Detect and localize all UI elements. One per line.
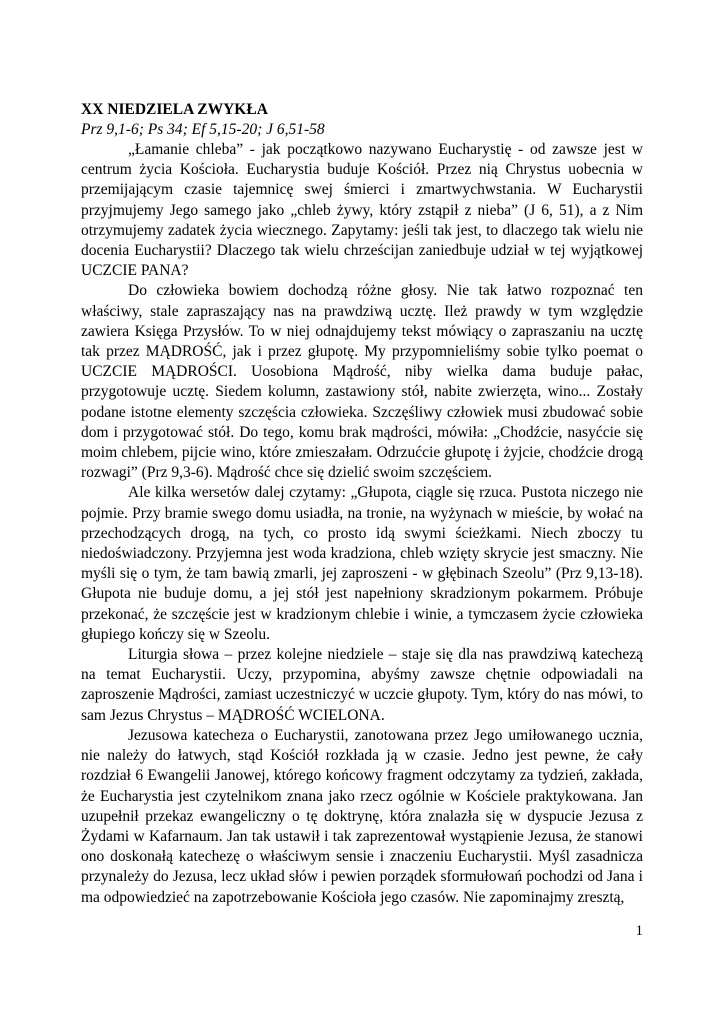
paragraph-2: Do człowieka bowiem dochodzą różne głosy. Nie tak łatwo rozpoznać ten właściwy, stale zapraszający nas na prawdziwą ucztę. Ileż prawdy w tym względzie zawiera Księga Przysłów. To w niej odnajdujemy tekst mówiący o zapraszaniu na ucztę tak przez MĄDROŚĆ, jak i przez głupotę. My przypomnieliśmy sobie tylko poemat o UCZCIE MĄDROŚCI. Uosobiona Mądrość, niby wielka dama buduje pałac, przygotowuje ucztę. Siedem kolumn, zastawiony stół, nabite zwierzęta, wino... Zostały podane istotne elementy szczęścia człowieka. Szczęśliwy człowiek musi zbudować sobie dom i przygotować stół. Do tego, komu brak mądrości, mówiła: „Chodźcie, nasyćcie się moim chlebem, pijcie wino, które zmieszałam. Odrzućcie głupotę i żyjcie, chodźcie drogą rozwagi” (Prz 9,3-6). Mądrość chce się dzielić swoim szczęściem. — [81, 282, 643, 482]
document-title: XX NIEDZIELA ZWYKŁA — [81, 101, 268, 118]
paragraph-3: Ale kilka wersetów dalej czytamy: „Głupota, ciągle się rzuca. Pustota niczego nie pojmie. Przy bramie swego domu usiadła, na tronie, na wyżynach w mieście, by wołać na przechodzących drogą, na tych, co prosto idą swymi ścieżkami. Niech zboczy tu niedoświadczony. Przyjemna jest woda kradziona, chleb wzięty skrycie jest smaczny. Nie myśli się o tym, że tam bawią zmarli, jej zaproszeni - w głębinach Szeolu” (Prz 9,13-18). Głupota nie buduje domu, a jej stół jest napełniony skradzionym pokarmem. Próbuje przekonać, że szczęście jest w kradzionym chlebie i winie, a tymczasem życie człowieka głupiego kończy się w Szeolu. — [81, 484, 643, 643]
document-page — [81, 100, 643, 908]
paragraph-1: „Łamanie chleba” - jak początkowo nazywano Eucharystię - od zawsze jest w centrum życia Kościoła. Eucharystia buduje Kościół. Przez nią Chrystus uobecnia w przemijającym czasie tajemnicę swej śmierci i zmartwychwstania. W Eucharystii przyjmujemy Jego samego jako „chleb żywy, który zstąpił z nieba” (J 6, 51), a z Nim otrzymujemy zadatek życia wiecznego. Zapytamy: jeśli tak jest, to dlaczego tak wielu nie docenia Eucharystii? Dlaczego tak wielu chrześcijan zaniedbuje udział w tej wyjątkowej UCZCIE PANA? — [81, 141, 643, 280]
scripture-readings: Prz 9,1-6; Ps 34; Ef 5,15-20; J 6,51-58 — [81, 121, 325, 138]
paragraph-5: Jezusowa katecheza o Eucharystii, zanotowana przez Jego umiłowanego ucznia, nie należy do łatwych, stąd Kościół rozkłada ją w czasie. Jedno jest pewne, że cały rozdział 6 Ewangelii Janowej, którego końcowy fragment odczytamy za tydzień, zakłada, że Eucharystia jest czytelnikom znana jako rzecz ogólnie w Kościele praktykowana. Jan uzupełnił przekaz ewangeliczny o tę doktrynę, która znalazła się w dyspucie Jezusa z Żydami w Kafarnaum. Jan tak ustawił i tak zaprezentował wystąpienie Jezusa, że stanowi ono doskonałą katechezę o właściwym sensie i znaczeniu Eucharystii. Myśl zasadnicza przynależy do Jezusa, lecz układ słów i pewien porządek sformułowań pochodzi od Jana i ma odpowiedzieć na zapotrzebowanie Kościoła jego czasów. Nie zapominajmy zresztą, — [81, 726, 643, 906]
page-number: 1 — [635, 923, 643, 939]
paragraph-4: Liturgia słowa – przez kolejne niedziele – staje się dla nas prawdziwą katechezą na temat Eucharystii. Uczy, przypomina, abyśmy zawsze chętnie odpowiadali na zaproszenie Mądrości, zamiast uczestniczyć w uczcie głupoty. Tym, który do nas mówi, to sam Jezus Chrystus – MĄDROŚĆ WCIELONA. — [81, 646, 643, 724]
